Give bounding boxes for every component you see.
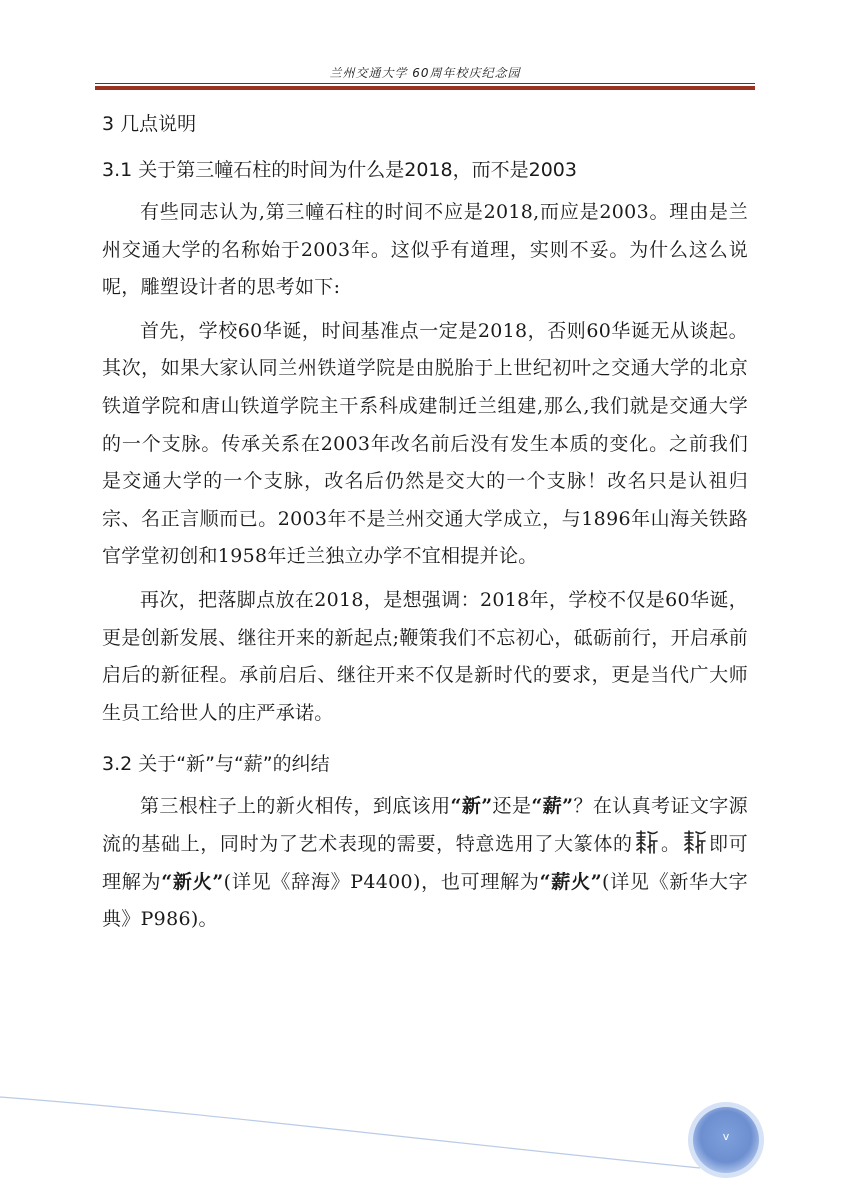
seal-script-glyph-icon xyxy=(682,829,708,855)
paragraph-3: 再次，把落脚点放在2018，是想强调：2018年，学校不仅是60华诞，更是创新发展、继往开来的新起点;鞭策我们不忘初心，砥砺前行，开启承前启后的新征程。承前启后、继往开来不仅是新时代的要求，更是当代广大师生员工给世人的庄严承诺。 xyxy=(102,588,748,724)
text-run: 第三根柱子上的新火相传，到底该用 xyxy=(140,795,451,818)
text-run: (详见《辞海》P4400)，也可理解为 xyxy=(223,870,540,893)
paragraph-4 xyxy=(102,788,748,938)
text-run: 即可理解为 xyxy=(102,832,748,893)
paragraph-2: 首先，学校60华诞，时间基准点一定是2018，否则60华诞无从谈起。其次，如果大家认同兰州铁道学院是由脱胎于上世纪初叶之交通大学的北京铁道学院和唐山铁道学院主干系科成建制迁兰组建,那么,我们就是交通大学的一个支脉。传承关系在2003年改名前后没有发生本质的变化。之前我们是交通大学的一个支脉，改名后仍然是交大的一个支脉！改名只是认祖归宗、名正言顺而已。2003年不是兰州交通大学成立，与1896年山海关铁路官学堂初创和1958年迁兰独立办学不宜相提并论。 xyxy=(102,319,748,568)
term-xin: “新” xyxy=(450,795,493,818)
running-header: 兰州交通大学 60周年校庆纪念园 xyxy=(329,66,521,80)
header-rule-thin xyxy=(95,83,755,84)
main-content xyxy=(102,104,748,939)
term-firewood-fire: “薪火” xyxy=(539,870,603,893)
page-number: v xyxy=(722,1130,730,1143)
term-new-fire: “新火” xyxy=(161,870,224,893)
text-run: (详见《新华大字典》P986)。 xyxy=(102,870,748,931)
term-xin-firewood: “薪” xyxy=(531,795,574,818)
paragraph-1: 有些同志认为,第三幢石柱的时间不应是2018,而应是2003。理由是兰州交通大学的名称始于2003年。这似乎有道理，实则不妥。为什么这么说呢，雕塑设计者的思考如下: xyxy=(102,201,748,299)
header-rule-thick xyxy=(95,86,755,90)
section-title: 3 几点说明 xyxy=(102,113,197,135)
text-run: ？在认真考证文字源流的基础上，同时为了艺术表现的需要，特意选用了大篆体的 xyxy=(102,795,748,855)
seal-script-glyph-icon xyxy=(634,829,660,855)
subsection-title-3-1: 3.1 关于第三幢石柱的时间为什么是2018，而不是2003 xyxy=(102,159,577,181)
subsection-title-3-2: 3.2 关于“新”与“薪”的纠结 xyxy=(102,753,330,776)
text-run: 还是 xyxy=(492,795,532,818)
text-run: 。 xyxy=(660,832,681,855)
